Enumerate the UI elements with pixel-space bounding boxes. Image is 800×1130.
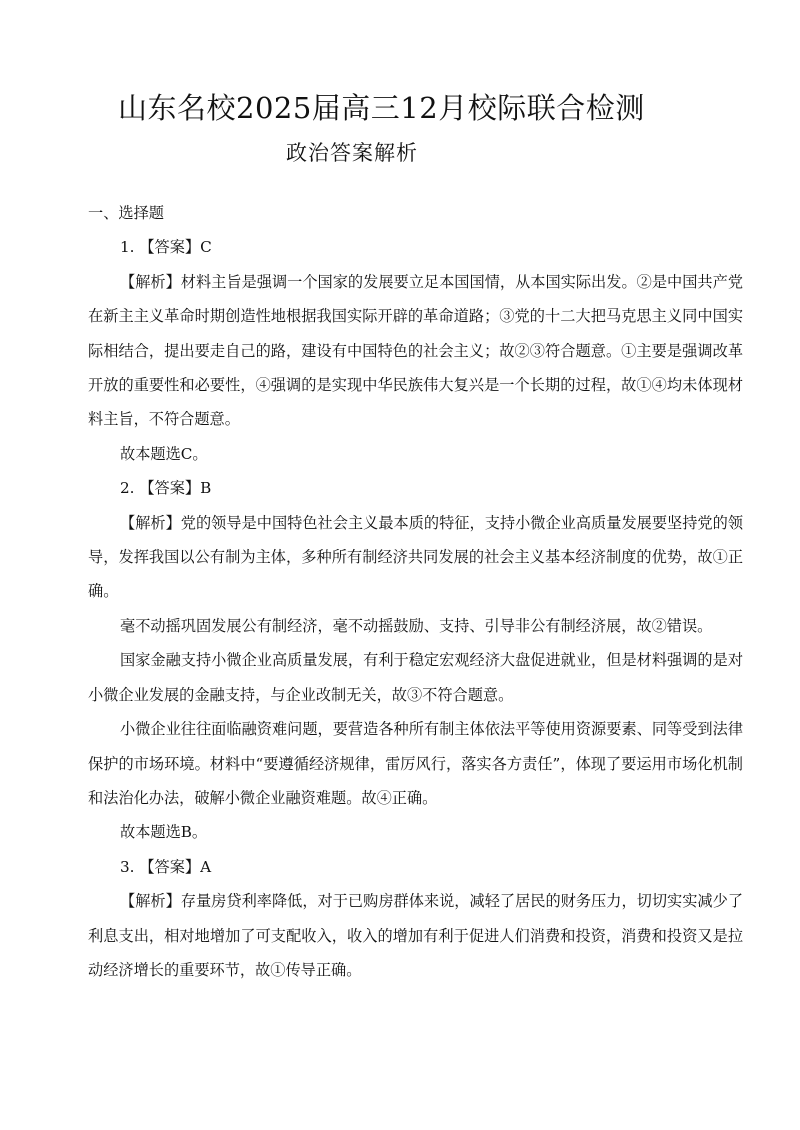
section-heading: 一、选择题 xyxy=(88,204,164,222)
question-2-analysis-1: 【解析】党的领导是中国特色社会主义最本质的特征，支持小微企业高质量发展要坚持党的领导，发挥我国以公有制为主体，多种所有制经济共同发展的社会主义基本经济制度的优势，故①正确。 xyxy=(88,513,743,601)
document-body xyxy=(88,196,743,987)
question-2-answer: 2. 【答案】B xyxy=(120,479,212,498)
question-3-analysis: 【解析】存量房贷利率降低，对于已购房群体来说，减轻了居民的财务压力，切切实实减少了利息支出，相对地增加了可支配收入，收入的增加有利于促进人们消费和投资，消费和投资又是拉动经济增长的重要环节，故①传导正确。 xyxy=(88,892,743,979)
question-2-conclusion: 故本题选B。 xyxy=(120,823,208,842)
question-2-analysis-4: 小微企业往往面临融资难问题，要营造各种所有制主体依法平等使用资源要素、同等受到法律保护的市场环境。材料中“要遵循经济规律，雷厉风行，落实各方责任”，体现了要运用市场化机制和法治化办法，破解小微企业融资难题。故④正确。 xyxy=(88,720,743,807)
document-title: 山东名校2025届高三12月校际联合检测 xyxy=(118,91,645,125)
question-3-answer: 3. 【答案】A xyxy=(120,857,212,876)
document-subtitle: 政治答案解析 xyxy=(286,141,418,165)
question-1-analysis: 【解析】材料主旨是强调一个国家的发展要立足本国国情，从本国实际出发。②是中国共产党在新主主义革命时期创造性地根据我国实际开辟的革命道路；③党的十二大把马克思主义同中国实际相结合，提出要走自己的路，建设有中国特色的社会主义；故②③符合题意。①主要是强调改革开放的重要性和必要性，④强调的是实现中华民族伟大复兴是一个长期的过程，故①④均未体现材料主旨，不符合题意。 xyxy=(88,272,743,429)
question-2-analysis-2: 毫不动摇巩固发展公有制经济，毫不动摇鼓励、支持、引导非公有制经济展，故②错误。 xyxy=(120,616,713,635)
question-1-conclusion: 故本题选C。 xyxy=(120,444,208,463)
question-2-analysis-3: 国家金融支持小微企业高质量发展，有利于稳定宏观经济大盘促进就业，但是材料强调的是对小微企业发展的金融支持，与企业改制无关，故③不符合题意。 xyxy=(88,651,743,704)
question-1-answer: 1. 【答案】C xyxy=(120,238,212,257)
